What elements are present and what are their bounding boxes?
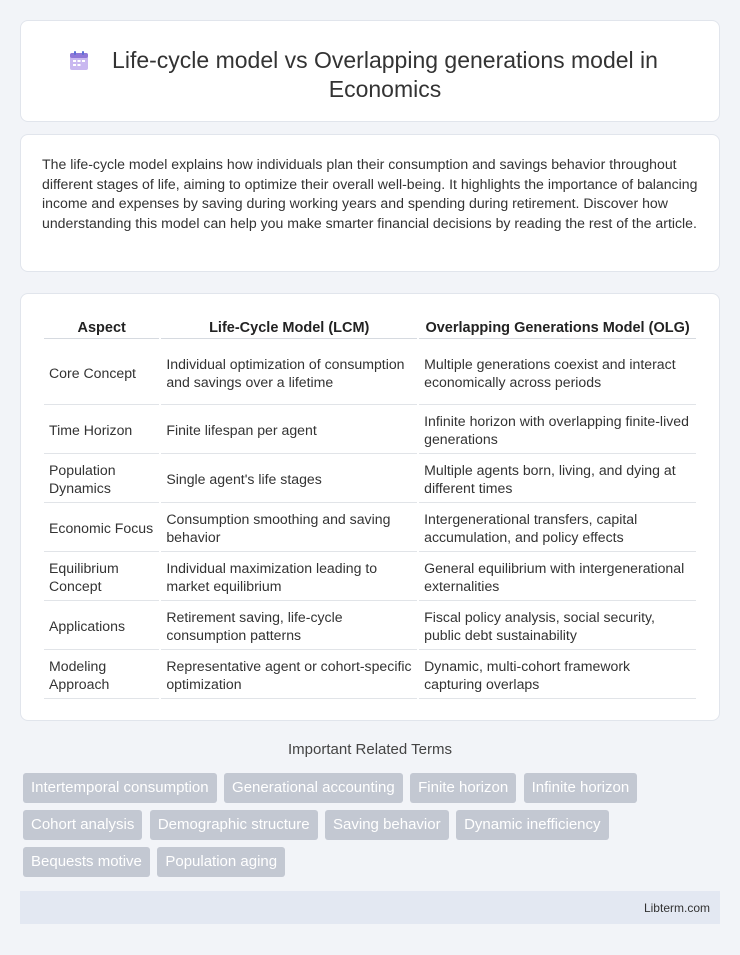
row-aspect: Equilibrium Concept [44, 554, 159, 601]
comparison-card [20, 293, 720, 721]
row-aspect: Modeling Approach [44, 652, 159, 699]
comparison-table [42, 315, 698, 701]
term-tag[interactable]: Finite horizon [410, 773, 516, 803]
row-lcm: Individual maximization leading to market equilibrium [161, 554, 417, 601]
row-aspect: Economic Focus [44, 505, 159, 552]
table-row [44, 407, 696, 454]
term-tag[interactable]: Cohort analysis [23, 810, 142, 840]
row-aspect: Population Dynamics [44, 456, 159, 503]
calendar-icon [67, 49, 91, 73]
table-row [44, 505, 696, 552]
intro-paragraph: The life-cycle model explains how individuals plan their consumption and savings behavior throughout different stages of life, aiming to optimize their overall well-being. It highlights the importance of balancing income and expenses by saving during working years and spending during retirement. Discover how understanding this model can help you make smarter financial decisions by reading the rest of the article. [42, 156, 698, 231]
intro-card [20, 134, 720, 272]
term-tag[interactable]: Bequests motive [23, 847, 150, 877]
row-lcm: Representative agent or cohort-specific optimization [161, 652, 417, 699]
row-olg: Multiple agents born, living, and dying at different times [419, 456, 696, 503]
row-olg: Dynamic, multi-cohort framework capturing overlaps [419, 652, 696, 699]
term-tag[interactable]: Population aging [157, 847, 285, 877]
row-lcm: Single agent's life stages [161, 456, 417, 503]
term-tag[interactable]: Demographic structure [150, 810, 318, 840]
row-aspect: Applications [44, 603, 159, 650]
header-olg: Overlapping Generations Model (OLG) [419, 317, 696, 339]
title-wrap [21, 46, 719, 104]
footer [20, 891, 720, 924]
row-lcm: Retirement saving, life-cycle consumption patterns [161, 603, 417, 650]
row-olg: General equilibrium with intergenerational externalities [419, 554, 696, 601]
row-lcm: Individual optimization of consumption and savings over a lifetime [161, 341, 417, 405]
table-header-row [44, 317, 696, 339]
row-lcm: Finite lifespan per agent [161, 407, 417, 454]
title-card [20, 20, 720, 122]
related-terms-title: Important Related Terms [288, 741, 452, 758]
term-tag[interactable]: Dynamic inefficiency [456, 810, 608, 840]
term-tag[interactable]: Generational accounting [224, 773, 403, 803]
row-olg: Infinite horizon with overlapping finite-lived generations [419, 407, 696, 454]
table-row [44, 554, 696, 601]
row-olg: Multiple generations coexist and interact economically across periods [419, 341, 696, 405]
row-olg: Fiscal policy analysis, social security, public debt sustainability [419, 603, 696, 650]
header-aspect: Aspect [44, 317, 159, 339]
term-tag[interactable]: Saving behavior [325, 810, 449, 840]
page-title: Life-cycle model vs Overlapping generations model in Economics [112, 47, 658, 102]
term-tag[interactable]: Infinite horizon [524, 773, 638, 803]
footer-brand-link[interactable]: Libterm.com [643, 901, 710, 915]
table-row [44, 341, 696, 405]
table-row [44, 603, 696, 650]
table-row [44, 652, 696, 699]
table-row [44, 456, 696, 503]
row-aspect: Core Concept [44, 341, 159, 405]
header-lcm: Life-Cycle Model (LCM) [161, 317, 417, 339]
term-tag[interactable]: Intertemporal consumption [23, 773, 217, 803]
row-olg: Intergenerational transfers, capital accumulation, and policy effects [419, 505, 696, 552]
row-lcm: Consumption smoothing and saving behavior [161, 505, 417, 552]
related-terms-list [23, 773, 703, 884]
row-aspect: Time Horizon [44, 407, 159, 454]
